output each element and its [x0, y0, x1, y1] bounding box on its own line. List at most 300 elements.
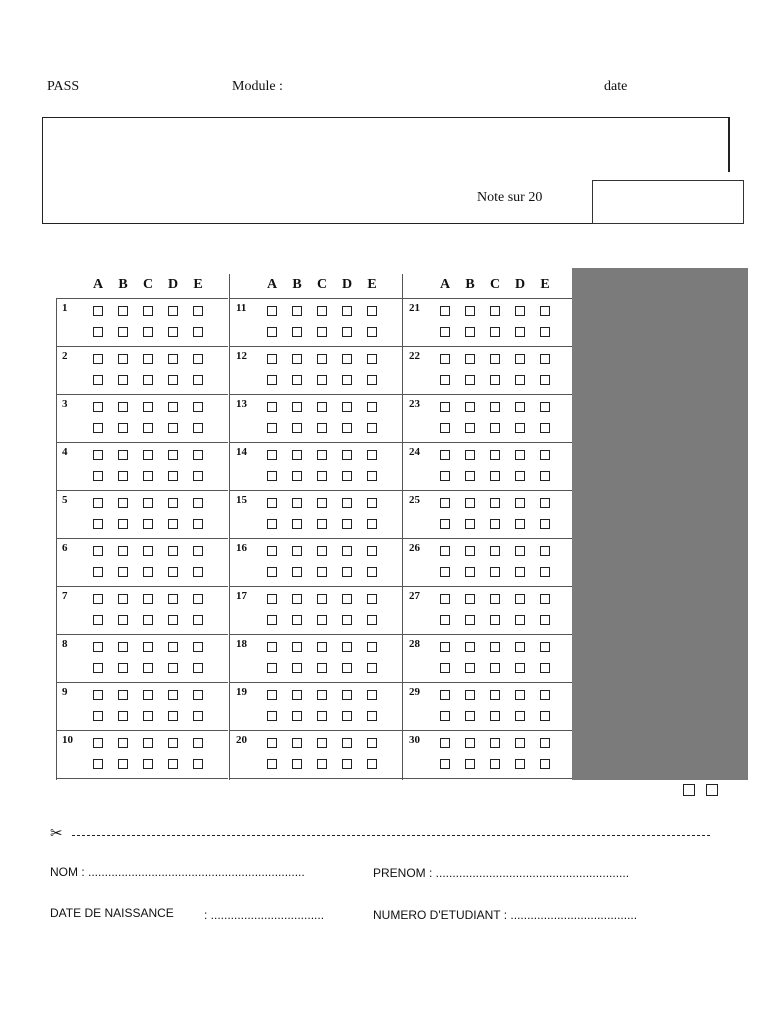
answer-checkbox-d[interactable]	[342, 306, 352, 316]
answer-checkbox-b[interactable]	[118, 498, 128, 508]
answer-checkbox-c[interactable]	[317, 402, 327, 412]
answer-checkbox-b[interactable]	[118, 690, 128, 700]
answer-checkbox-d[interactable]	[515, 327, 525, 337]
checkbox-small[interactable]	[706, 784, 718, 796]
answer-checkbox-d[interactable]	[168, 402, 178, 412]
answer-checkbox-b[interactable]	[118, 738, 128, 748]
answer-checkbox-c[interactable]	[317, 375, 327, 385]
answer-checkbox-a[interactable]	[440, 498, 450, 508]
answer-checkbox-c[interactable]	[490, 738, 500, 748]
answer-checkbox-e[interactable]	[540, 759, 550, 769]
answer-checkbox-e[interactable]	[193, 519, 203, 529]
answer-checkbox-e[interactable]	[540, 594, 550, 604]
answer-checkbox-b[interactable]	[465, 615, 475, 625]
answer-checkbox-a[interactable]	[440, 375, 450, 385]
answer-checkbox-c[interactable]	[490, 663, 500, 673]
answer-checkbox-b[interactable]	[292, 642, 302, 652]
answer-checkbox-a[interactable]	[440, 711, 450, 721]
answer-checkbox-d[interactable]	[168, 354, 178, 364]
answer-checkbox-d[interactable]	[168, 498, 178, 508]
answer-checkbox-d[interactable]	[168, 471, 178, 481]
answer-checkbox-e[interactable]	[367, 594, 377, 604]
answer-checkbox-c[interactable]	[490, 306, 500, 316]
answer-checkbox-e[interactable]	[367, 759, 377, 769]
answer-checkbox-c[interactable]	[317, 546, 327, 556]
answer-checkbox-e[interactable]	[367, 738, 377, 748]
answer-checkbox-b[interactable]	[292, 327, 302, 337]
answer-checkbox-b[interactable]	[465, 738, 475, 748]
answer-checkbox-a[interactable]	[440, 450, 450, 460]
answer-checkbox-a[interactable]	[440, 423, 450, 433]
answer-checkbox-e[interactable]	[193, 594, 203, 604]
answer-checkbox-c[interactable]	[490, 498, 500, 508]
answer-checkbox-d[interactable]	[342, 546, 352, 556]
answer-checkbox-e[interactable]	[367, 498, 377, 508]
answer-checkbox-a[interactable]	[93, 375, 103, 385]
answer-checkbox-b[interactable]	[292, 690, 302, 700]
answer-checkbox-d[interactable]	[515, 423, 525, 433]
answer-checkbox-d[interactable]	[168, 375, 178, 385]
note-input-box[interactable]	[592, 180, 744, 224]
answer-checkbox-d[interactable]	[342, 615, 352, 625]
answer-checkbox-a[interactable]	[440, 546, 450, 556]
answer-checkbox-d[interactable]	[515, 567, 525, 577]
answer-checkbox-a[interactable]	[93, 423, 103, 433]
answer-checkbox-c[interactable]	[317, 519, 327, 529]
answer-checkbox-a[interactable]	[93, 663, 103, 673]
answer-checkbox-b[interactable]	[118, 642, 128, 652]
answer-checkbox-c[interactable]	[490, 615, 500, 625]
answer-checkbox-c[interactable]	[490, 759, 500, 769]
answer-checkbox-d[interactable]	[515, 450, 525, 460]
answer-checkbox-c[interactable]	[143, 471, 153, 481]
answer-checkbox-e[interactable]	[540, 354, 550, 364]
answer-checkbox-b[interactable]	[292, 663, 302, 673]
answer-checkbox-e[interactable]	[540, 327, 550, 337]
answer-checkbox-c[interactable]	[490, 402, 500, 412]
answer-checkbox-a[interactable]	[267, 546, 277, 556]
answer-checkbox-a[interactable]	[267, 354, 277, 364]
answer-checkbox-e[interactable]	[540, 423, 550, 433]
answer-checkbox-e[interactable]	[367, 615, 377, 625]
answer-checkbox-a[interactable]	[440, 594, 450, 604]
numero-etudiant-field[interactable]: NUMERO D'ETUDIANT : ......................................	[373, 908, 638, 922]
answer-checkbox-e[interactable]	[193, 450, 203, 460]
answer-checkbox-a[interactable]	[93, 738, 103, 748]
answer-checkbox-a[interactable]	[93, 642, 103, 652]
answer-checkbox-a[interactable]	[93, 567, 103, 577]
answer-checkbox-c[interactable]	[317, 663, 327, 673]
answer-checkbox-c[interactable]	[317, 498, 327, 508]
answer-checkbox-a[interactable]	[93, 327, 103, 337]
answer-checkbox-a[interactable]	[267, 450, 277, 460]
answer-checkbox-a[interactable]	[440, 402, 450, 412]
answer-checkbox-a[interactable]	[267, 642, 277, 652]
answer-checkbox-d[interactable]	[342, 423, 352, 433]
answer-checkbox-c[interactable]	[317, 306, 327, 316]
answer-checkbox-d[interactable]	[515, 375, 525, 385]
answer-checkbox-b[interactable]	[292, 738, 302, 748]
answer-checkbox-d[interactable]	[342, 759, 352, 769]
answer-checkbox-e[interactable]	[540, 711, 550, 721]
answer-checkbox-d[interactable]	[168, 306, 178, 316]
answer-checkbox-e[interactable]	[540, 738, 550, 748]
answer-checkbox-d[interactable]	[515, 642, 525, 652]
answer-checkbox-b[interactable]	[118, 546, 128, 556]
answer-checkbox-d[interactable]	[168, 594, 178, 604]
answer-checkbox-e[interactable]	[367, 711, 377, 721]
answer-checkbox-d[interactable]	[342, 711, 352, 721]
answer-checkbox-e[interactable]	[540, 450, 550, 460]
answer-checkbox-b[interactable]	[292, 423, 302, 433]
answer-checkbox-e[interactable]	[540, 615, 550, 625]
answer-checkbox-e[interactable]	[193, 354, 203, 364]
answer-checkbox-c[interactable]	[490, 567, 500, 577]
answer-checkbox-d[interactable]	[515, 663, 525, 673]
answer-checkbox-b[interactable]	[292, 567, 302, 577]
answer-checkbox-a[interactable]	[267, 711, 277, 721]
answer-checkbox-c[interactable]	[143, 594, 153, 604]
answer-checkbox-d[interactable]	[515, 711, 525, 721]
date-naissance-field[interactable]: : ..................................	[204, 908, 325, 922]
answer-checkbox-c[interactable]	[490, 471, 500, 481]
answer-checkbox-a[interactable]	[440, 690, 450, 700]
answer-checkbox-e[interactable]	[540, 690, 550, 700]
answer-checkbox-c[interactable]	[490, 327, 500, 337]
answer-checkbox-a[interactable]	[267, 690, 277, 700]
answer-checkbox-d[interactable]	[515, 498, 525, 508]
answer-checkbox-a[interactable]	[93, 354, 103, 364]
answer-checkbox-d[interactable]	[168, 711, 178, 721]
answer-checkbox-e[interactable]	[193, 738, 203, 748]
answer-checkbox-b[interactable]	[118, 711, 128, 721]
answer-checkbox-a[interactable]	[267, 306, 277, 316]
answer-checkbox-e[interactable]	[193, 423, 203, 433]
answer-checkbox-d[interactable]	[515, 759, 525, 769]
answer-checkbox-d[interactable]	[168, 423, 178, 433]
answer-checkbox-b[interactable]	[292, 759, 302, 769]
answer-checkbox-e[interactable]	[540, 471, 550, 481]
answer-checkbox-b[interactable]	[118, 519, 128, 529]
answer-checkbox-b[interactable]	[118, 594, 128, 604]
answer-checkbox-a[interactable]	[440, 471, 450, 481]
answer-checkbox-e[interactable]	[540, 546, 550, 556]
answer-checkbox-d[interactable]	[342, 327, 352, 337]
answer-checkbox-c[interactable]	[317, 471, 327, 481]
answer-checkbox-d[interactable]	[342, 519, 352, 529]
answer-checkbox-d[interactable]	[515, 738, 525, 748]
answer-checkbox-b[interactable]	[118, 375, 128, 385]
answer-checkbox-a[interactable]	[93, 690, 103, 700]
answer-checkbox-e[interactable]	[193, 471, 203, 481]
answer-checkbox-d[interactable]	[342, 594, 352, 604]
answer-checkbox-b[interactable]	[465, 327, 475, 337]
answer-checkbox-a[interactable]	[93, 450, 103, 460]
answer-checkbox-b[interactable]	[465, 450, 475, 460]
answer-checkbox-a[interactable]	[440, 615, 450, 625]
answer-checkbox-b[interactable]	[465, 519, 475, 529]
answer-checkbox-d[interactable]	[515, 402, 525, 412]
answer-checkbox-e[interactable]	[367, 327, 377, 337]
answer-checkbox-b[interactable]	[465, 471, 475, 481]
answer-checkbox-a[interactable]	[267, 402, 277, 412]
answer-checkbox-a[interactable]	[440, 306, 450, 316]
answer-checkbox-d[interactable]	[168, 642, 178, 652]
answer-checkbox-d[interactable]	[342, 354, 352, 364]
answer-checkbox-e[interactable]	[193, 615, 203, 625]
answer-checkbox-b[interactable]	[465, 423, 475, 433]
answer-checkbox-b[interactable]	[292, 594, 302, 604]
answer-checkbox-e[interactable]	[193, 375, 203, 385]
nom-field[interactable]: NOM : .................................................................	[50, 865, 305, 879]
answer-checkbox-c[interactable]	[490, 594, 500, 604]
answer-checkbox-d[interactable]	[168, 546, 178, 556]
answer-checkbox-e[interactable]	[193, 327, 203, 337]
answer-checkbox-d[interactable]	[168, 450, 178, 460]
answer-checkbox-d[interactable]	[515, 615, 525, 625]
answer-checkbox-c[interactable]	[317, 615, 327, 625]
answer-checkbox-a[interactable]	[267, 327, 277, 337]
answer-checkbox-d[interactable]	[342, 738, 352, 748]
answer-checkbox-b[interactable]	[465, 306, 475, 316]
answer-checkbox-c[interactable]	[490, 519, 500, 529]
answer-checkbox-c[interactable]	[143, 354, 153, 364]
answer-checkbox-e[interactable]	[367, 663, 377, 673]
answer-checkbox-e[interactable]	[540, 567, 550, 577]
answer-checkbox-d[interactable]	[168, 663, 178, 673]
answer-checkbox-a[interactable]	[267, 498, 277, 508]
answer-checkbox-a[interactable]	[267, 615, 277, 625]
answer-checkbox-e[interactable]	[367, 690, 377, 700]
answer-checkbox-a[interactable]	[93, 519, 103, 529]
answer-checkbox-c[interactable]	[490, 354, 500, 364]
answer-checkbox-e[interactable]	[367, 546, 377, 556]
answer-checkbox-b[interactable]	[465, 567, 475, 577]
answer-checkbox-c[interactable]	[317, 738, 327, 748]
answer-checkbox-d[interactable]	[168, 519, 178, 529]
answer-checkbox-b[interactable]	[292, 306, 302, 316]
answer-checkbox-a[interactable]	[440, 759, 450, 769]
answer-checkbox-e[interactable]	[540, 498, 550, 508]
answer-checkbox-c[interactable]	[317, 759, 327, 769]
answer-checkbox-e[interactable]	[367, 402, 377, 412]
answer-checkbox-a[interactable]	[93, 498, 103, 508]
answer-checkbox-e[interactable]	[367, 306, 377, 316]
answer-checkbox-b[interactable]	[292, 498, 302, 508]
answer-checkbox-c[interactable]	[143, 423, 153, 433]
answer-checkbox-b[interactable]	[292, 450, 302, 460]
answer-checkbox-d[interactable]	[168, 759, 178, 769]
answer-checkbox-c[interactable]	[490, 711, 500, 721]
answer-checkbox-b[interactable]	[465, 711, 475, 721]
answer-checkbox-a[interactable]	[440, 642, 450, 652]
answer-checkbox-a[interactable]	[440, 663, 450, 673]
answer-checkbox-e[interactable]	[193, 567, 203, 577]
answer-checkbox-e[interactable]	[193, 759, 203, 769]
prenom-field[interactable]: PRENOM : ..........................................................	[373, 866, 630, 880]
answer-checkbox-c[interactable]	[317, 642, 327, 652]
answer-checkbox-a[interactable]	[267, 567, 277, 577]
answer-checkbox-e[interactable]	[540, 519, 550, 529]
answer-checkbox-e[interactable]	[367, 567, 377, 577]
answer-checkbox-a[interactable]	[93, 759, 103, 769]
answer-checkbox-e[interactable]	[367, 375, 377, 385]
answer-checkbox-c[interactable]	[317, 690, 327, 700]
answer-checkbox-d[interactable]	[342, 375, 352, 385]
answer-checkbox-e[interactable]	[193, 306, 203, 316]
answer-checkbox-a[interactable]	[93, 546, 103, 556]
answer-checkbox-e[interactable]	[540, 306, 550, 316]
answer-checkbox-e[interactable]	[193, 711, 203, 721]
answer-checkbox-e[interactable]	[193, 663, 203, 673]
answer-checkbox-d[interactable]	[342, 567, 352, 577]
answer-checkbox-d[interactable]	[515, 354, 525, 364]
answer-checkbox-c[interactable]	[143, 498, 153, 508]
answer-checkbox-d[interactable]	[342, 471, 352, 481]
answer-checkbox-a[interactable]	[93, 402, 103, 412]
answer-checkbox-a[interactable]	[267, 471, 277, 481]
answer-checkbox-a[interactable]	[267, 759, 277, 769]
answer-checkbox-a[interactable]	[93, 711, 103, 721]
answer-checkbox-b[interactable]	[118, 306, 128, 316]
answer-checkbox-c[interactable]	[317, 327, 327, 337]
answer-checkbox-e[interactable]	[193, 546, 203, 556]
answer-checkbox-b[interactable]	[292, 471, 302, 481]
answer-checkbox-a[interactable]	[93, 594, 103, 604]
answer-checkbox-c[interactable]	[143, 546, 153, 556]
answer-checkbox-b[interactable]	[292, 546, 302, 556]
answer-checkbox-a[interactable]	[267, 594, 277, 604]
answer-checkbox-c[interactable]	[490, 690, 500, 700]
answer-checkbox-e[interactable]	[367, 450, 377, 460]
answer-checkbox-c[interactable]	[490, 450, 500, 460]
answer-checkbox-b[interactable]	[465, 498, 475, 508]
answer-checkbox-a[interactable]	[93, 615, 103, 625]
answer-checkbox-d[interactable]	[168, 738, 178, 748]
answer-checkbox-c[interactable]	[143, 642, 153, 652]
answer-checkbox-b[interactable]	[118, 402, 128, 412]
answer-checkbox-a[interactable]	[440, 327, 450, 337]
answer-checkbox-d[interactable]	[515, 519, 525, 529]
answer-checkbox-e[interactable]	[540, 402, 550, 412]
answer-checkbox-c[interactable]	[143, 738, 153, 748]
answer-checkbox-c[interactable]	[143, 759, 153, 769]
answer-checkbox-d[interactable]	[168, 615, 178, 625]
answer-checkbox-b[interactable]	[465, 642, 475, 652]
answer-checkbox-e[interactable]	[367, 642, 377, 652]
answer-checkbox-e[interactable]	[193, 498, 203, 508]
answer-checkbox-c[interactable]	[490, 375, 500, 385]
answer-checkbox-e[interactable]	[367, 354, 377, 364]
answer-checkbox-b[interactable]	[118, 759, 128, 769]
answer-checkbox-e[interactable]	[367, 519, 377, 529]
answer-checkbox-c[interactable]	[317, 450, 327, 460]
answer-checkbox-b[interactable]	[292, 711, 302, 721]
answer-checkbox-e[interactable]	[367, 423, 377, 433]
answer-checkbox-b[interactable]	[465, 759, 475, 769]
checkbox-small[interactable]	[683, 784, 695, 796]
answer-checkbox-e[interactable]	[193, 690, 203, 700]
answer-checkbox-b[interactable]	[118, 663, 128, 673]
answer-checkbox-c[interactable]	[490, 423, 500, 433]
answer-checkbox-b[interactable]	[118, 354, 128, 364]
answer-checkbox-c[interactable]	[317, 594, 327, 604]
answer-checkbox-c[interactable]	[143, 567, 153, 577]
answer-checkbox-a[interactable]	[93, 471, 103, 481]
answer-checkbox-d[interactable]	[342, 450, 352, 460]
answer-checkbox-c[interactable]	[143, 690, 153, 700]
answer-checkbox-c[interactable]	[143, 663, 153, 673]
answer-checkbox-c[interactable]	[317, 423, 327, 433]
answer-checkbox-b[interactable]	[118, 450, 128, 460]
answer-checkbox-d[interactable]	[342, 402, 352, 412]
answer-checkbox-d[interactable]	[342, 663, 352, 673]
answer-checkbox-b[interactable]	[118, 615, 128, 625]
answer-checkbox-c[interactable]	[490, 642, 500, 652]
answer-checkbox-b[interactable]	[118, 423, 128, 433]
answer-checkbox-e[interactable]	[193, 402, 203, 412]
answer-checkbox-c[interactable]	[143, 711, 153, 721]
answer-checkbox-e[interactable]	[367, 471, 377, 481]
answer-checkbox-c[interactable]	[143, 519, 153, 529]
answer-checkbox-e[interactable]	[540, 663, 550, 673]
answer-checkbox-d[interactable]	[515, 594, 525, 604]
answer-checkbox-d[interactable]	[515, 471, 525, 481]
answer-checkbox-c[interactable]	[143, 375, 153, 385]
answer-checkbox-b[interactable]	[118, 567, 128, 577]
answer-checkbox-a[interactable]	[267, 738, 277, 748]
answer-checkbox-c[interactable]	[143, 306, 153, 316]
answer-checkbox-a[interactable]	[267, 519, 277, 529]
answer-checkbox-b[interactable]	[465, 375, 475, 385]
answer-checkbox-a[interactable]	[267, 663, 277, 673]
answer-checkbox-e[interactable]	[540, 642, 550, 652]
answer-checkbox-b[interactable]	[465, 402, 475, 412]
answer-checkbox-b[interactable]	[292, 519, 302, 529]
answer-checkbox-b[interactable]	[118, 471, 128, 481]
answer-checkbox-b[interactable]	[465, 594, 475, 604]
answer-checkbox-b[interactable]	[292, 402, 302, 412]
answer-checkbox-d[interactable]	[342, 498, 352, 508]
answer-checkbox-d[interactable]	[515, 690, 525, 700]
answer-checkbox-d[interactable]	[342, 690, 352, 700]
answer-checkbox-b[interactable]	[118, 327, 128, 337]
answer-checkbox-c[interactable]	[143, 615, 153, 625]
answer-checkbox-e[interactable]	[193, 642, 203, 652]
answer-checkbox-d[interactable]	[168, 567, 178, 577]
answer-checkbox-d[interactable]	[168, 690, 178, 700]
answer-checkbox-a[interactable]	[440, 354, 450, 364]
answer-checkbox-a[interactable]	[267, 375, 277, 385]
answer-checkbox-b[interactable]	[465, 546, 475, 556]
answer-checkbox-a[interactable]	[440, 567, 450, 577]
answer-checkbox-a[interactable]	[267, 423, 277, 433]
answer-checkbox-a[interactable]	[440, 738, 450, 748]
answer-checkbox-b[interactable]	[292, 615, 302, 625]
answer-checkbox-a[interactable]	[440, 519, 450, 529]
answer-checkbox-d[interactable]	[342, 642, 352, 652]
answer-checkbox-b[interactable]	[292, 354, 302, 364]
answer-checkbox-d[interactable]	[168, 327, 178, 337]
answer-checkbox-c[interactable]	[317, 354, 327, 364]
answer-checkbox-c[interactable]	[143, 327, 153, 337]
answer-checkbox-c[interactable]	[490, 546, 500, 556]
answer-checkbox-b[interactable]	[465, 354, 475, 364]
answer-checkbox-c[interactable]	[143, 450, 153, 460]
answer-checkbox-c[interactable]	[317, 567, 327, 577]
answer-checkbox-c[interactable]	[143, 402, 153, 412]
answer-checkbox-c[interactable]	[317, 711, 327, 721]
